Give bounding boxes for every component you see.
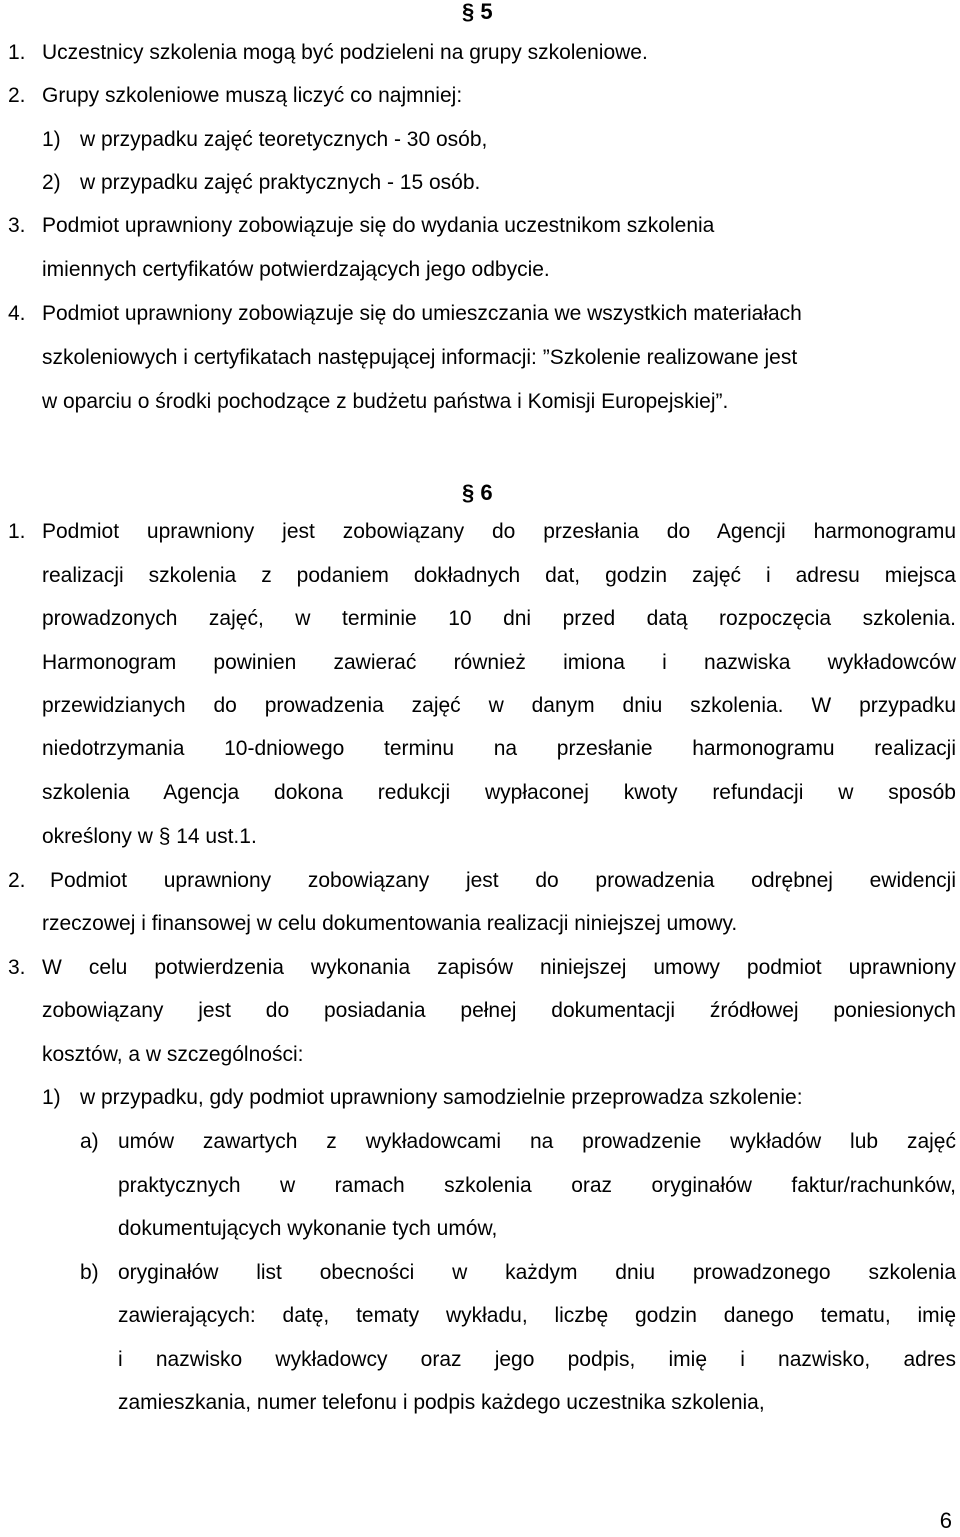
item-number: 1. — [8, 41, 26, 64]
letter-item-number: a) — [80, 1130, 99, 1153]
paragraph-line: w oparciu o środki pochodzące z budżetu państwa i Komisji Europejskiej”. — [42, 390, 729, 413]
paragraph-line: imiennych certyfikatów potwierdzających jego odbycie. — [42, 258, 550, 281]
paragraph-line: przewidzianych do prowadzenia zajęć w danym dniu szkolenia. W przypadku — [42, 694, 956, 717]
sub-item-number: 2) — [42, 171, 61, 194]
paragraph-line: Uczestnicy szkolenia mogą być podzieleni na grupy szkoleniowe. — [42, 41, 648, 64]
paragraph-line: i nazwisko wykładowcy oraz jego podpis, imię i nazwisko, adres — [118, 1348, 956, 1371]
paragraph-line: rzeczowej i finansowej w celu dokumentowania realizacji niniejszej umowy. — [42, 912, 738, 935]
paragraph-line: Podmiot uprawniony jest zobowiązany do przesłania do Agencji harmonogramu — [42, 520, 956, 543]
paragraph-line: prowadzonych zajęć, w terminie 10 dni przed datą rozpoczęcia szkolenia. — [42, 607, 956, 630]
paragraph-line: Grupy szkoleniowe muszą liczyć co najmniej: — [42, 84, 463, 107]
page-number: 6 — [939, 1508, 952, 1533]
paragraph-line: w przypadku zajęć teoretycznych - 30 osób, — [80, 128, 488, 151]
section-5-heading: § 5 — [462, 0, 493, 24]
paragraph-line: W celu potwierdzenia wykonania zapisów niniejszej umowy podmiot uprawniony — [42, 956, 956, 979]
item-number: 3. — [8, 214, 26, 237]
paragraph-line: kosztów, a w szczególności: — [42, 1043, 304, 1066]
paragraph-line: szkolenia Agencja dokona redukcji wypłaconej kwoty refundacji w sposób — [42, 781, 956, 804]
paragraph-line: określony w § 14 ust.1. — [42, 825, 257, 848]
paragraph-line: Podmiot uprawniony zobowiązuje się do wydania uczestnikom szkolenia — [42, 214, 715, 237]
item-number: 4. — [8, 302, 26, 325]
paragraph-line: zobowiązany jest do posiadania pełnej dokumentacji źródłowej poniesionych — [42, 999, 956, 1022]
sub-item-number: 1) — [42, 1086, 61, 1109]
paragraph-line: zawierających: datę, tematy wykładu, liczbę godzin danego tematu, imię — [118, 1304, 956, 1327]
paragraph-line: niedotrzymania 10-dniowego terminu na przesłanie harmonogramu realizacji — [42, 737, 956, 760]
section-6-heading: § 6 — [462, 480, 493, 505]
item-number: 2. — [8, 869, 26, 892]
paragraph-line: szkoleniowych i certyfikatach następującej informacji: ”Szkolenie realizowane jest — [42, 346, 798, 369]
paragraph-line: w przypadku, gdy podmiot uprawniony samodzielnie przeprowadza szkolenie: — [80, 1086, 803, 1109]
paragraph-line: praktycznych w ramach szkolenia oraz oryginałów faktur/rachunków, — [118, 1174, 956, 1197]
paragraph-line: dokumentujących wykonanie tych umów, — [118, 1217, 498, 1240]
paragraph-line: Harmonogram powinien zawierać również imiona i nazwiska wykładowców — [42, 651, 956, 674]
paragraph-line: zamieszkania, numer telefonu i podpis każdego uczestnika szkolenia, — [118, 1391, 765, 1414]
paragraph-line: realizacji szkolenia z podaniem dokładnych dat, godzin zajęć i adresu miejsca — [42, 564, 956, 587]
paragraph-line: w przypadku zajęć praktycznych - 15 osób. — [80, 171, 481, 194]
paragraph-line: oryginałów list obecności w każdym dniu prowadzonego szkolenia — [118, 1261, 956, 1284]
paragraph-line: Podmiot uprawniony zobowiązany jest do prowadzenia odrębnej ewidencji — [50, 869, 956, 892]
paragraph-line: umów zawartych z wykładowcami na prowadzenie wykładów lub zajęć — [118, 1130, 956, 1153]
item-number: 3. — [8, 956, 26, 979]
item-number: 1. — [8, 520, 26, 543]
letter-item-number: b) — [80, 1261, 99, 1284]
paragraph-line: Podmiot uprawniony zobowiązuje się do umieszczania we wszystkich materiałach — [42, 302, 802, 325]
sub-item-number: 1) — [42, 128, 61, 151]
item-number: 2. — [8, 84, 26, 107]
